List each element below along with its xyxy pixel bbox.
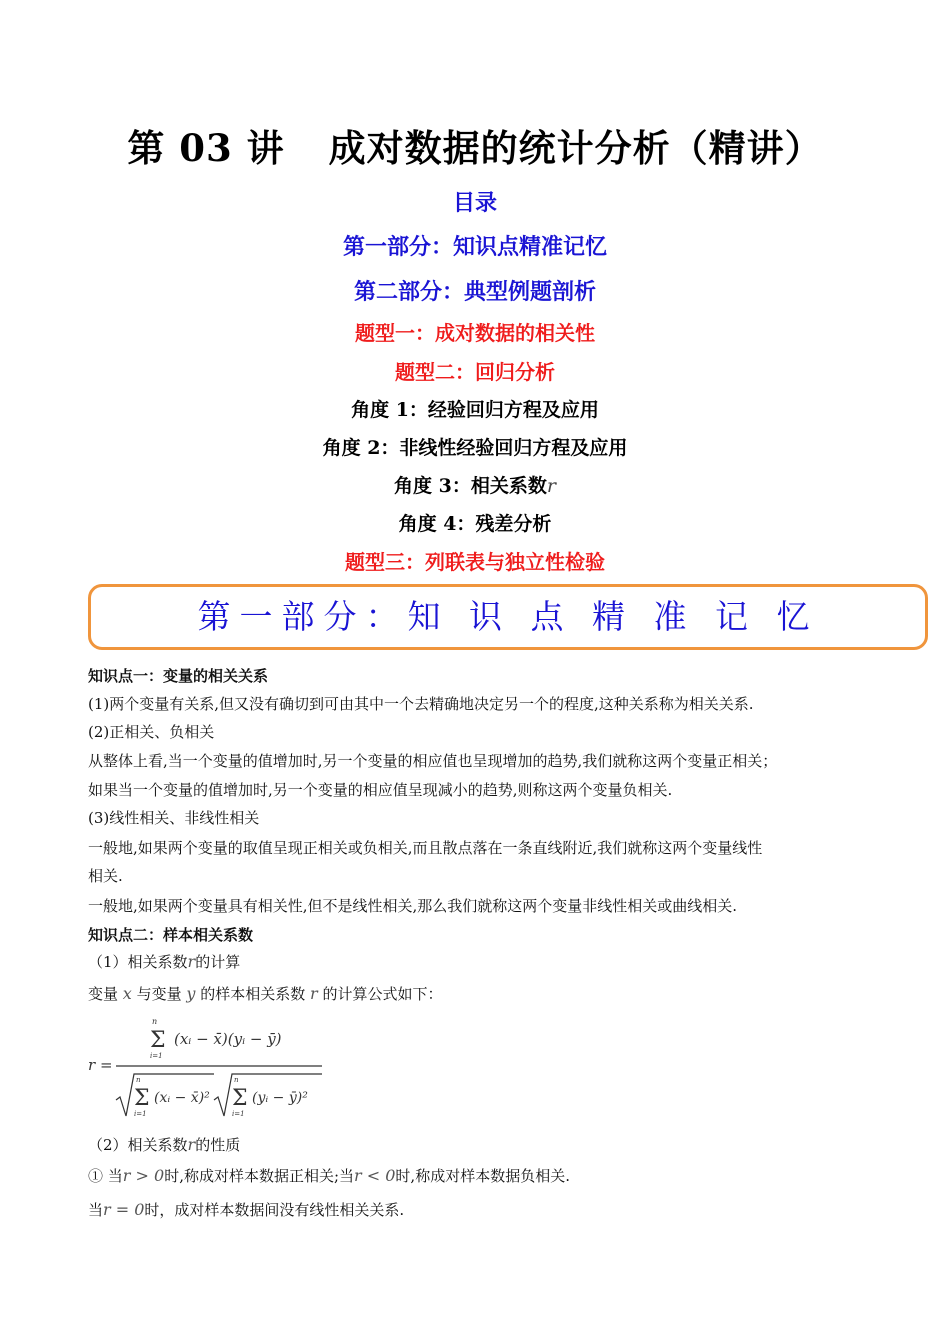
toc-angle3-var: r [546,475,556,497]
toc-part1-link[interactable]: 第一部分：知识点精准记忆 [342,234,607,260]
kp2-s3-text: （2）相关系数 [88,1136,188,1154]
kp2-s4-text-b: 时,称成对样本数据正相关;当 [164,1167,355,1185]
kp2-s4-text-c: 时,称成对样本数据负相关. [395,1167,570,1185]
den2-sum-top: n [234,1076,239,1084]
kp2-s1-text-post: 的计算 [195,953,241,971]
toc-part2-link[interactable]: 第二部分：典型例题剖析 [353,279,596,305]
formula-lhs: r = [88,1056,113,1074]
toc-type2-link[interactable]: 题型二：回归分析 [395,360,555,384]
num-sum-top: n [152,1017,158,1026]
den2-sigma: Σ [232,1086,248,1111]
toc-heading: 目录 [452,190,497,216]
var-y: y [186,984,196,1003]
var-r: r [310,984,318,1003]
kp2-s5-text-a: 当 [88,1201,104,1219]
lecture-number: 第 03 讲 [127,126,285,170]
formula-numerator: (xᵢ − x̄)(yᵢ − ȳ) [174,1030,282,1048]
kp2-s2-text-b: 与变量 [136,985,182,1003]
kp1-paragraph-8: 一般地,如果两个变量具有相关性,但不是线性相关,那么我们就称这两个变量非线性相关或曲线相关. [88,897,738,915]
kp2-s5-text-b: 时，成对样本数据间没有线性相关关系. [144,1201,405,1219]
kp2-s1-var: r [187,952,196,971]
formula-den1: (xᵢ − x̄)² [154,1090,210,1106]
kp1-paragraph-7: 相关. [88,867,123,885]
toc-type3-link[interactable]: 题型三：列联表与独立性检验 [345,550,605,574]
num-sum-bottom: i=1 [150,1052,163,1060]
kp1-paragraph-2: (2)正相关、负相关 [88,723,215,741]
kp2-s3-var: r [187,1135,196,1154]
kp2-heading: 知识点二：样本相关系数 [88,926,254,944]
kp1-paragraph-1: (1)两个变量有关系,但又没有确切到可由其中一个去精确地决定另一个的程度,这种关系称为相关关系. [88,695,754,713]
kp2-s1-text: （1）相关系数 [88,953,188,971]
lecture-topic: 成对数据的统计分析（精讲） [328,126,823,170]
kp2-s2-text-c: 的样本相关系数 [200,985,306,1003]
kp1-paragraph-4: 如果当一个变量的值增加时,另一个变量的相应值呈现减小的趋势,则称这两个变量负相关. [88,781,673,799]
var-x: x [122,984,132,1003]
toc-angle3-label: 角度 3：相关系数 [394,475,547,497]
kp2-subheading-1 [88,952,888,972]
correlation-formula [86,1012,326,1122]
kp2-property-2 [88,1200,888,1220]
toc-angle2-link[interactable]: 角度 2：非线性经验回归方程及应用 [322,437,628,459]
num-sigma: Σ [150,1028,166,1053]
kp2-subheading-2 [88,1135,888,1155]
kp2-property-1 [88,1166,888,1186]
kp1-heading: 知识点一：变量的相关关系 [88,667,269,685]
page-title [0,118,950,172]
formula-den2: (yᵢ − ȳ)² [252,1090,308,1106]
den2-sum-bottom: i=1 [232,1110,245,1118]
toc-angle1-link[interactable]: 角度 1：经验回归方程及应用 [351,399,599,421]
den1-sum-bottom: i=1 [134,1110,147,1118]
toc-angle3-link[interactable] [0,471,950,498]
kp2-formula-intro [88,984,888,1004]
toc-type1-link[interactable]: 题型一：成对数据的相关性 [355,321,595,345]
cond-r-positive: r > 0 [122,1166,165,1185]
kp2-s4-text-a: ① 当 [88,1167,123,1185]
kp1-paragraph-3: 从整体上看,当一个变量的值增加时,另一个变量的相应值也呈现增加的趋势,我们就称这两个变量正相关； [88,752,778,770]
kp2-s3-text-post: 的性质 [195,1136,241,1154]
section-banner: 第一部分：知 识 点 精 准 记 忆 [88,584,928,650]
den1-sigma: Σ [134,1086,150,1111]
kp1-paragraph-6: 一般地,如果两个变量的取值呈现正相关或负相关,而且散点落在一条直线附近,我们就称这两个变量线性 [88,839,763,857]
kp2-s2-text-a: 变量 [88,985,119,1003]
toc-angle4-link[interactable]: 角度 4：残差分析 [398,513,552,535]
den1-sum-top: n [136,1076,141,1084]
kp2-s2-text-d: 的计算公式如下： [322,985,443,1003]
kp1-paragraph-5: (3)线性相关、非线性相关 [88,809,260,827]
cond-r-negative: r < 0 [354,1166,396,1185]
cond-r-zero: r = 0 [103,1200,145,1219]
